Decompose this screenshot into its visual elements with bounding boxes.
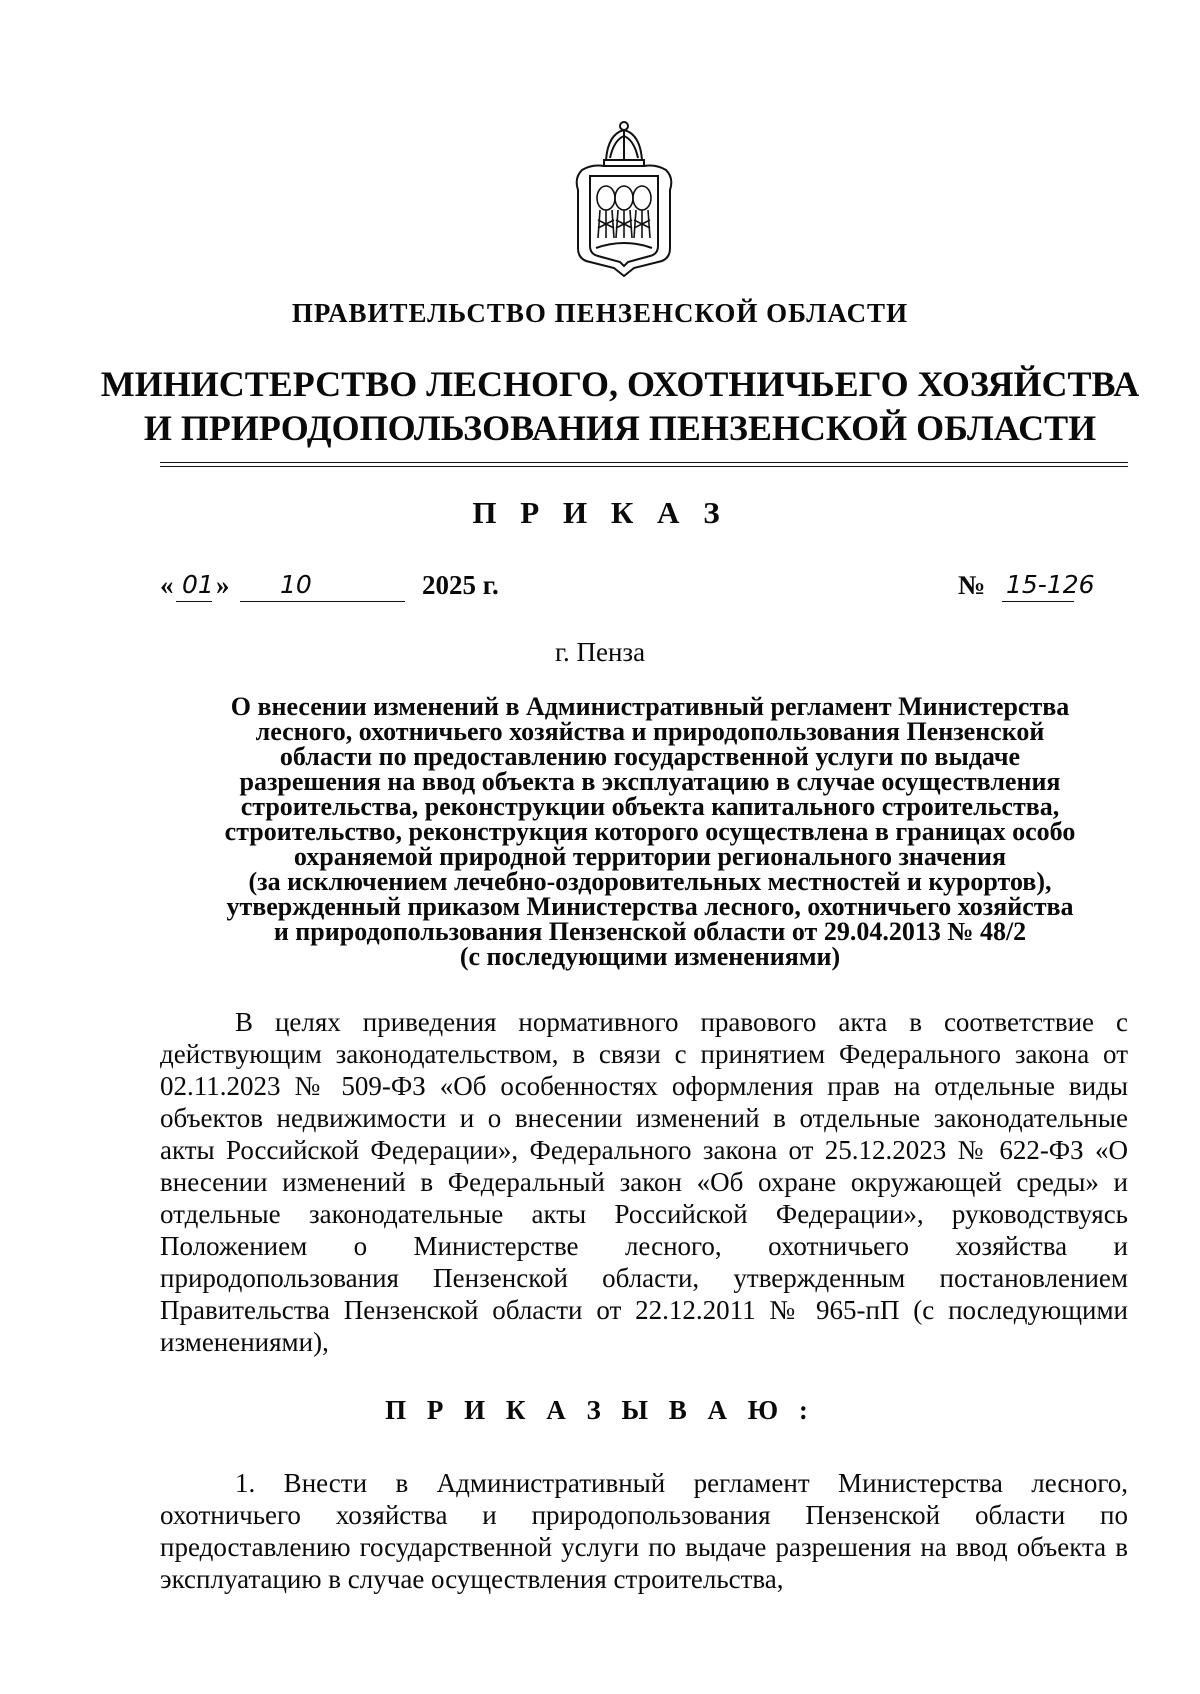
order-number-value: 15-126 xyxy=(1006,570,1095,599)
order-number xyxy=(958,570,1118,606)
subject-line: утвержденный приказом Министерства лесного, охотничьего хозяйства xyxy=(226,892,1074,921)
subject-line: разрешения на ввод объекта в эксплуатацию в случае осуществления xyxy=(239,767,1061,796)
subject-line: строительства, реконструкции объекта капитального строительства, xyxy=(240,792,1060,821)
item-1-paragraph: 1. Внести в Административный регламент Министерства лесного, охотничьего хозяйства и природопользования Пензенской области по предоставлению государственной услуги по выдаче разрешения на ввод объекта в эксплуатацию в случае осуществления строительства, xyxy=(160,1468,1128,1594)
month-underline xyxy=(240,601,405,602)
ministry-title-line-1: МИНИСТЕРСТВО ЛЕСНОГО, ОХОТНИЧЬЕГО ХОЗЯЙСТВА xyxy=(100,364,1140,404)
subject-line: области по предоставлению государственной услуги по выдаче xyxy=(279,742,1021,771)
number-underline xyxy=(1002,601,1074,602)
order-title: П Р И К А З xyxy=(472,495,728,530)
ministry-title-line-2: И ПРИРОДОПОЛЬЗОВАНИЯ ПЕНЗЕНСКОЙ ОБЛАСТИ xyxy=(143,408,1097,448)
subject-line: лесного, охотничьего хозяйства и природопользования Пензенской xyxy=(255,717,1045,746)
government-title: ПРАВИТЕЛЬСТВО ПЕНЗЕНСКОЙ ОБЛАСТИ xyxy=(291,298,909,328)
decree-word: П Р И К А З Ы В А Ю : xyxy=(385,1395,815,1425)
date-open-quote: « xyxy=(160,570,174,600)
subject-line: охраняемой природной территории регионального значения xyxy=(293,842,1007,871)
city: г. Пенза xyxy=(554,637,646,667)
coat-of-arms-icon xyxy=(568,120,680,280)
order-subject xyxy=(150,694,1150,969)
number-sign: № xyxy=(958,570,986,600)
subject-line: О внесении изменений в Административный регламент Министерства xyxy=(230,692,1070,721)
date-year: 2025 г. xyxy=(422,570,499,600)
date-close-quote: » xyxy=(216,570,230,600)
order-date xyxy=(160,570,560,606)
subject-line: строительство, реконструкция которого осуществлена в границах особо xyxy=(224,817,1076,846)
subject-line: (с последующими изменениями) xyxy=(459,942,841,971)
ministry-title xyxy=(100,362,1140,450)
day-underline xyxy=(176,601,212,602)
header-divider-bottom xyxy=(160,466,1128,467)
preamble-paragraph: В целях приведения нормативного правового акта в соответствие с действующим законодательством, в связи с принятием Федерального закона от 02.11.2023 № 509-ФЗ «Об особенностях оформления прав на отдельные виды объектов недвижимости и о внесении изменений в отдельные законодательные акты Российской Федерации», Федерального закона от 25.12.2023 № 622-ФЗ «О внесении изменений в Федеральный закон «Об охране окружающей среды» и отдельные законодательные акты Российской Федерации», руководствуясь Положением о Министерстве лесного, охотничьего хозяйства и природопользования Пензенской области, утвержденным постановлением Правительства Пензенской области от 22.12.2011 № 965-пП (с последующими изменениями), xyxy=(160,1007,1128,1357)
header-divider-top xyxy=(160,462,1128,463)
subject-line: и природопользования Пензенской области от 29.04.2013 № 48/2 xyxy=(273,917,1027,946)
date-month: 10 xyxy=(280,570,312,599)
date-day: 01 xyxy=(182,570,214,599)
subject-line: (за исключением лечебно-оздоровительных местностей и курортов), xyxy=(248,867,1052,896)
